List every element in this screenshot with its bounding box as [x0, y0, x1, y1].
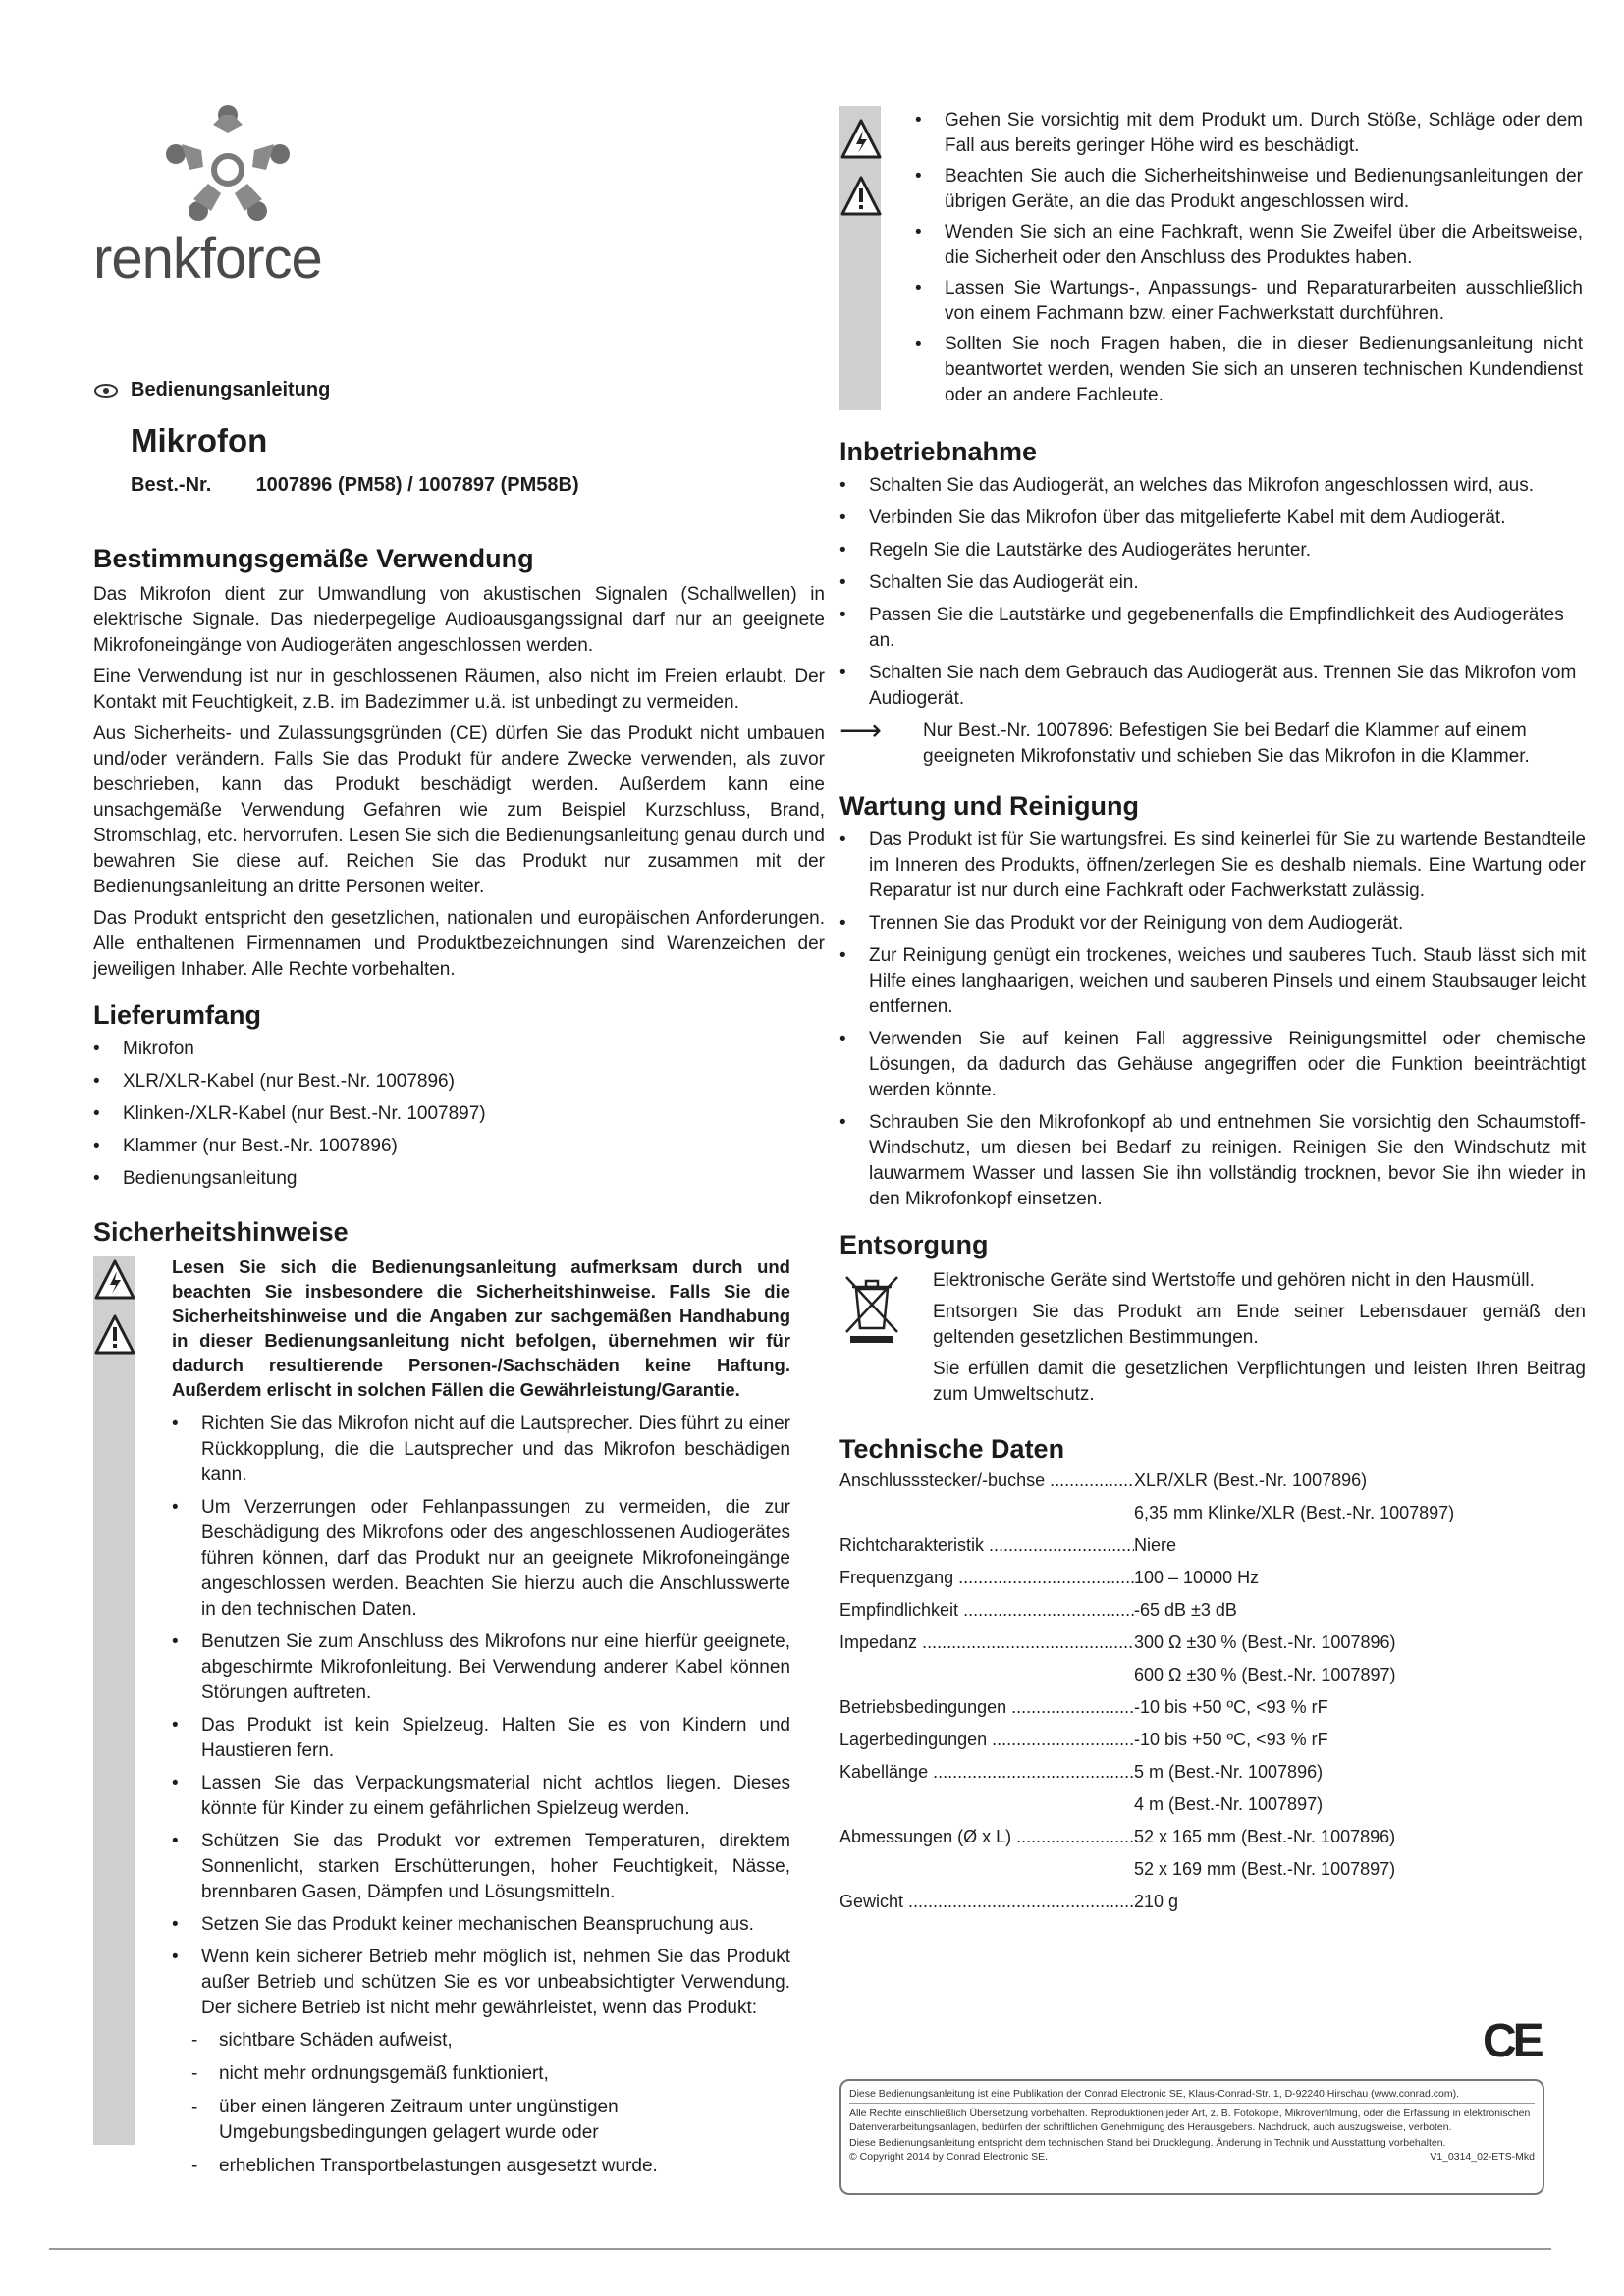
list-item: • Zur Reinigung genügt ein trockenes, weiches und sauberes Tuch. Staub lässt sich mit Hilfe eines langhaarigen, weichen und sauberen Pinsels und einem Staubsauger leicht entfernen.: [839, 943, 1586, 1020]
spec-label: Lagerbedingungen .....: [839, 1728, 1134, 1760]
list-item: - über einen längeren Zeitraum unter ungünstigen Umgebungsbedingungen gelagert wurde oder: [191, 2095, 790, 2146]
spec-value: 300 Ω ±30 % (Best.-Nr. 1007896): [1134, 1632, 1396, 1652]
electric-hazard-icon: [839, 118, 883, 161]
copyright: © Copyright 2014 by Conrad Electronic SE.: [849, 2151, 1049, 2163]
table-row: [839, 1566, 1586, 1598]
spec-value: -10 bis +50 ºC, <93 % rF: [1134, 1730, 1328, 1749]
imprint-box: [839, 2079, 1544, 2195]
spec-value: 6,35 mm Klinke/XLR (Best.-Nr. 1007897): [1134, 1503, 1455, 1522]
list-item: • Trennen Sie das Produkt vor der Reinigung von dem Audiogerät.: [839, 911, 1586, 936]
page-title: Mikrofon: [131, 422, 268, 458]
specs-section: [839, 1433, 1586, 1922]
list-item: • Schützen Sie das Produkt vor extremen Temperaturen, direktem Sonnenlicht, starken Erschütterungen, hoher Feuchtigkeit, Nässe, brennbaren Gasen, Dämpfen und Lösungsmitteln.: [172, 1829, 790, 1905]
list-item: • Lassen Sie Wartungs-, Anpassungs- und Reparaturarbeiten ausschließlich von einem Fachmann bzw. einer Fachwerkstatt durchführen.: [915, 276, 1583, 327]
intended-use-section: [93, 543, 825, 983]
table-row: [839, 1501, 1586, 1533]
spec-label: [839, 1857, 1134, 1890]
delivery-section: [93, 999, 825, 1199]
disposal-paragraph: Sie erfüllen damit die gesetzlichen Verpflichtungen und leisten Ihren Beitrag zum Umweltschutz.: [933, 1359, 1586, 1405]
list-item: • Verwenden Sie auf keinen Fall aggressive Reinigungsmittel oder chemische Lösungen, da dadurch das Gehäuse angegriffen oder die Funktion beeinträchtigt werden könnte.: [839, 1027, 1586, 1103]
spec-label: [839, 1792, 1134, 1825]
disposal-heading: Entsorgung: [839, 1230, 989, 1259]
spec-label: Richtcharakteristik .....: [839, 1533, 1134, 1566]
list-item: • Richten Sie das Mikrofon nicht auf die Lautsprecher. Dies führt zu einer Rückkopplung, die die Lautsprecher und das Mikrofon beschädigen kann.: [172, 1412, 790, 1488]
list-item: • Klinken-/XLR-Kabel (nur Best.-Nr. 1007897): [93, 1101, 825, 1127]
list-item: • Schalten Sie das Audiogerät, an welches das Mikrofon angeschlossen wird, aus.: [839, 473, 1586, 499]
table-row: [839, 1630, 1586, 1663]
order-number-line: [131, 474, 579, 497]
list-item: • Um Verzerrungen oder Fehlanpassungen zu vermeiden, die zur Beschädigung des Mikrofons oder des angeschlossenen Audiogerätes führen können, darf das Produkt nur an geeignete Mikrofoneingänge angeschlossen werden. Beachten Sie hierzu auch die Anschlusswerte in den technischen Daten.: [172, 1495, 790, 1623]
spec-value: 4 m (Best.-Nr. 1007897): [1134, 1794, 1324, 1814]
spec-value: 210 g: [1134, 1892, 1179, 1911]
list-item: • Schalten Sie nach dem Gebrauch das Audiogerät aus. Trennen Sie das Mikrofon vom Audiogerät.: [839, 661, 1586, 712]
spec-label: Impedanz .....: [839, 1630, 1134, 1663]
specs-table: [839, 1468, 1586, 1922]
arrow-right-icon: ⟶: [839, 715, 883, 747]
warning-icon: [93, 1313, 136, 1357]
spec-value: 100 – 10000 Hz: [1134, 1568, 1260, 1587]
table-row: [839, 1760, 1586, 1792]
list-item: • Klammer (nur Best.-Nr. 1007896): [93, 1134, 825, 1159]
list-item: • Schalten Sie das Audiogerät ein.: [839, 570, 1586, 596]
ce-mark: CE: [1483, 2015, 1541, 2067]
doc-type: Bedienungsanleitung: [131, 379, 331, 400]
list-item: • Das Produkt ist für Sie wartungsfrei. Es sind keinerlei für Sie zu wartende Bestandteile im Inneren des Produkts, öffnen/zerlegen Sie es deshalb niemals. Eine Wartung oder Reparatur ist nur durch eine Fachkraft oder Fachwerkstatt zulässig.: [839, 828, 1586, 904]
spec-value: 5 m (Best.-Nr. 1007896): [1134, 1762, 1324, 1782]
spec-label: Empfindlichkeit .....: [839, 1598, 1134, 1630]
startup-note: [839, 715, 1586, 770]
spec-value: 600 Ω ±30 % (Best.-Nr. 1007897): [1134, 1665, 1396, 1684]
spec-value: Niere: [1134, 1535, 1177, 1555]
safety-content-continued: [915, 108, 1583, 415]
spec-value: 52 x 169 mm (Best.-Nr. 1007897): [1134, 1859, 1396, 1879]
eye-icon: [93, 383, 119, 399]
imprint-line: Alle Rechte einschließlich Übersetzung vorbehalten. Reproduktionen jeder Art, z. B. Fotokopie, Mikroverfilmung, oder die Erfassung in elektronischen Datenverarbeitungsanlagen, bedürfen der schriftlichen Genehmigung des Herausgebers. Nachdruck, auch auszugsweise, verboten.: [849, 2108, 1531, 2133]
disposal-paragraph: Elektronische Geräte sind Wertstoffe und gehören nicht in den Hausmüll.: [933, 1270, 1535, 1291]
list-item: • Verbinden Sie das Mikrofon über das mitgelieferte Kabel mit dem Audiogerät.: [839, 506, 1586, 531]
list-item: • Wenn kein sicherer Betrieb mehr möglich ist, nehmen Sie das Produkt außer Betrieb und schützen Sie es vor unbeabsichtigter Verwendung. Der sichere Betrieb ist nicht mehr gewährleistet, wenn das Produkt:: [172, 1945, 790, 2021]
spec-value: -10 bis +50 ºC, <93 % rF: [1134, 1697, 1328, 1717]
list-item: • Lassen Sie das Verpackungsmaterial nicht achtlos liegen. Dieses könnte für Kinder zu einem gefährlichen Spielzeug werden.: [172, 1771, 790, 1822]
version-code: V1_0314_02-ETS-Mkd: [1430, 2151, 1535, 2163]
spec-value: -65 dB ±3 dB: [1134, 1600, 1237, 1620]
order-label: Best.-Nr.: [131, 474, 212, 496]
table-row: [839, 1695, 1586, 1728]
safety-intro: Lesen Sie sich die Bedienungsanleitung aufmerksam durch und beachten Sie insbesondere die Sicherheitshinweise. Falls Sie die Sicherheitshinweise und die Angaben zur sachgemäßen Handhabung in dieser Bedienungsanleitung nicht befolgen, übernehmen wir für dadurch resultierende Personen-/Sachschäden keine Haftung. Außerdem erlischt in solchen Fällen die Gewährleistung/Garantie.: [172, 1256, 790, 1400]
list-item: • Passen Sie die Lautstärke und gegebenenfalls die Empfindlichkeit des Audiogerätes an.: [839, 603, 1586, 654]
imprint-line: Diese Bedienungsanleitung entspricht dem technischen Stand bei Drucklegung. Änderung in Technik und Ausstattung vorbehalten.: [849, 2137, 1446, 2149]
list-item: - erheblichen Transportbelastungen ausgesetzt wurde.: [191, 2154, 790, 2179]
list-item: • Sollten Sie noch Fragen haben, die in dieser Bedienungsanleitung nicht beantwortet werden, wenden Sie sich an unseren technischen Kundendienst oder an andere Fachleute.: [915, 332, 1583, 408]
list-item: • XLR/XLR-Kabel (nur Best.-Nr. 1007896): [93, 1069, 825, 1095]
intended-use-heading: Bestimmungsgemäße Verwendung: [93, 544, 534, 573]
table-row: [839, 1533, 1586, 1566]
renkforce-logo-icon: [154, 103, 301, 231]
table-row: [839, 1663, 1586, 1695]
spec-value: XLR/XLR (Best.-Nr. 1007896): [1134, 1470, 1368, 1490]
startup-heading: Inbetriebnahme: [839, 437, 1038, 466]
intended-use-paragraph: Das Mikrofon dient zur Umwandlung von akustischen Signalen (Schallwellen) in elektrische Signale. Das niederpegelige Audioausgangssignal darf nur an geeignete Mikrofoneingänge von Audiogeräten angeschlossen werden.: [93, 584, 825, 656]
list-item: - nicht mehr ordnungsgemäß funktioniert,: [191, 2061, 790, 2087]
list-item: • Gehen Sie vorsichtig mit dem Produkt um. Durch Stöße, Schläge oder dem Fall aus bereits geringer Höhe wird es beschädigt.: [915, 108, 1583, 159]
safety-heading: Sicherheitshinweise: [93, 1217, 349, 1247]
list-item: • Wenden Sie sich an eine Fachkraft, wenn Sie Zweifel über die Arbeitsweise, die Sicherheit oder den Anschluss des Produktes haben.: [915, 220, 1583, 271]
list-item: • Schrauben Sie den Mikrofonkopf ab und entnehmen Sie vorsichtig den Schaumstoff-Windschutz, um diesen bei Bedarf zu reinigen. Reinigen Sie den Windschutz mit lauwarmem Wasser und lassen Sie ihn vollständig trocknen, bevor Sie ihn wieder in den Mikrofonkopf einsetzen.: [839, 1110, 1586, 1212]
spec-label: Kabellänge .....: [839, 1760, 1134, 1792]
imprint-bottom-row: [849, 2150, 1535, 2163]
order-numbers: 1007896 (PM58) / 1007897 (PM58B): [255, 474, 579, 496]
disposal-paragraph: Entsorgen Sie das Produkt am Ende seiner Lebensdauer gemäß den geltenden gesetzlichen Bestimmungen.: [933, 1302, 1586, 1348]
list-item: • Benutzen Sie zum Anschluss des Mikrofons nur eine hierfür geeignete, abgeschirmte Mikrofonleitung. Bei Verwendung anderer Kabel können Störungen auftreten.: [172, 1629, 790, 1706]
maintenance-heading: Wartung und Reinigung: [839, 791, 1139, 821]
list-item: • Beachten Sie auch die Sicherheitshinweise und Bedienungsanleitungen der übrigen Geräte, an die das Produkt angeschlossen wird.: [915, 164, 1583, 215]
table-row: [839, 1890, 1586, 1922]
table-row: [839, 1728, 1586, 1760]
table-row: [839, 1598, 1586, 1630]
intended-use-paragraph: Das Produkt entspricht den gesetzlichen, nationalen und europäischen Anforderungen. Alle enthaltenen Firmennamen und Produktbezeichnungen sind Warenzeichen der jeweiligen Inhaber. Alle Rechte vorbehalten.: [93, 908, 825, 980]
list-item: • Mikrofon: [93, 1037, 825, 1062]
table-row: [839, 1468, 1586, 1501]
startup-note-text: Nur Best.-Nr. 1007896: Befestigen Sie bei Bedarf die Klammer auf einem geeigneten Mikrofonstativ und schieben Sie das Mikrofon in die Klammer.: [923, 721, 1530, 767]
spec-label: Abmessungen (Ø x L) .....: [839, 1825, 1134, 1857]
spec-label: [839, 1501, 1134, 1533]
electric-hazard-icon: [93, 1258, 136, 1302]
spec-label: Gewicht .....: [839, 1890, 1134, 1922]
warning-icon: [839, 175, 883, 218]
specs-heading: Technische Daten: [839, 1434, 1065, 1464]
delivery-heading: Lieferumfang: [93, 1000, 262, 1030]
brand-logo: [93, 103, 358, 304]
safety-sidebar: [93, 1256, 135, 2145]
table-row: [839, 1792, 1586, 1825]
list-item: - sichtbare Schäden aufweist,: [191, 2028, 790, 2054]
table-row: [839, 1857, 1586, 1890]
list-item: • Bedienungsanleitung: [93, 1166, 825, 1192]
table-row: [839, 1825, 1586, 1857]
list-item: • Das Produkt ist kein Spielzeug. Halten Sie es von Kindern und Haustieren fern.: [172, 1713, 790, 1764]
spec-label: Anschlussstecker/-buchse .....: [839, 1468, 1134, 1501]
spec-label: [839, 1663, 1134, 1695]
spec-label: Betriebsbedingungen .....: [839, 1695, 1134, 1728]
list-item: • Regeln Sie die Lautstärke des Audiogerätes herunter.: [839, 538, 1586, 563]
disposal-content: [933, 1268, 1586, 1408]
intended-use-paragraph: Aus Sicherheits- und Zulassungsgründen (CE) dürfen Sie das Produkt nicht umbauen und/oder verändern. Falls Sie das Produkt für andere Zwecke verwenden, als zuvor beschrieben, kann das Produkt beschädigt werden. Außerdem kann eine unsachgemäße Verwendung Gefahren wie zum Beispiel Kurzschluss, Brand, Stromschlag, etc. hervorrufen. Lesen Sie sich die Bedienungsanleitung genau durch und bewahren Sie diese auf. Reichen Sie das Produkt nur zusammen mit der Bedienungsanleitung an dritte Personen weiter.: [93, 723, 825, 897]
startup-section: [839, 436, 1586, 770]
imprint-line: Diese Bedienungsanleitung ist eine Publikation der Conrad Electronic SE, Klaus-Conrad-Str. 1, D-92240 Hirschau (www.conrad.com).: [849, 2087, 1535, 2104]
page-bottom-rule: [49, 2248, 1551, 2250]
spec-label: Frequenzgang .....: [839, 1566, 1134, 1598]
safety-content: [172, 1255, 790, 2187]
brand-name: renkforce: [93, 227, 322, 291]
doc-type-line: [93, 379, 330, 401]
maintenance-section: [839, 790, 1586, 1219]
list-item: • Setzen Sie das Produkt keiner mechanischen Beanspruchung aus.: [172, 1912, 790, 1938]
crossed-bin-icon: [842, 1273, 901, 1344]
spec-value: 52 x 165 mm (Best.-Nr. 1007896): [1134, 1827, 1396, 1846]
intended-use-paragraph: Eine Verwendung ist nur in geschlossenen Räumen, also nicht im Freien erlaubt. Der Kontakt mit Feuchtigkeit, z.B. im Badezimmer u.ä. ist unbedingt zu vermeiden.: [93, 667, 825, 713]
